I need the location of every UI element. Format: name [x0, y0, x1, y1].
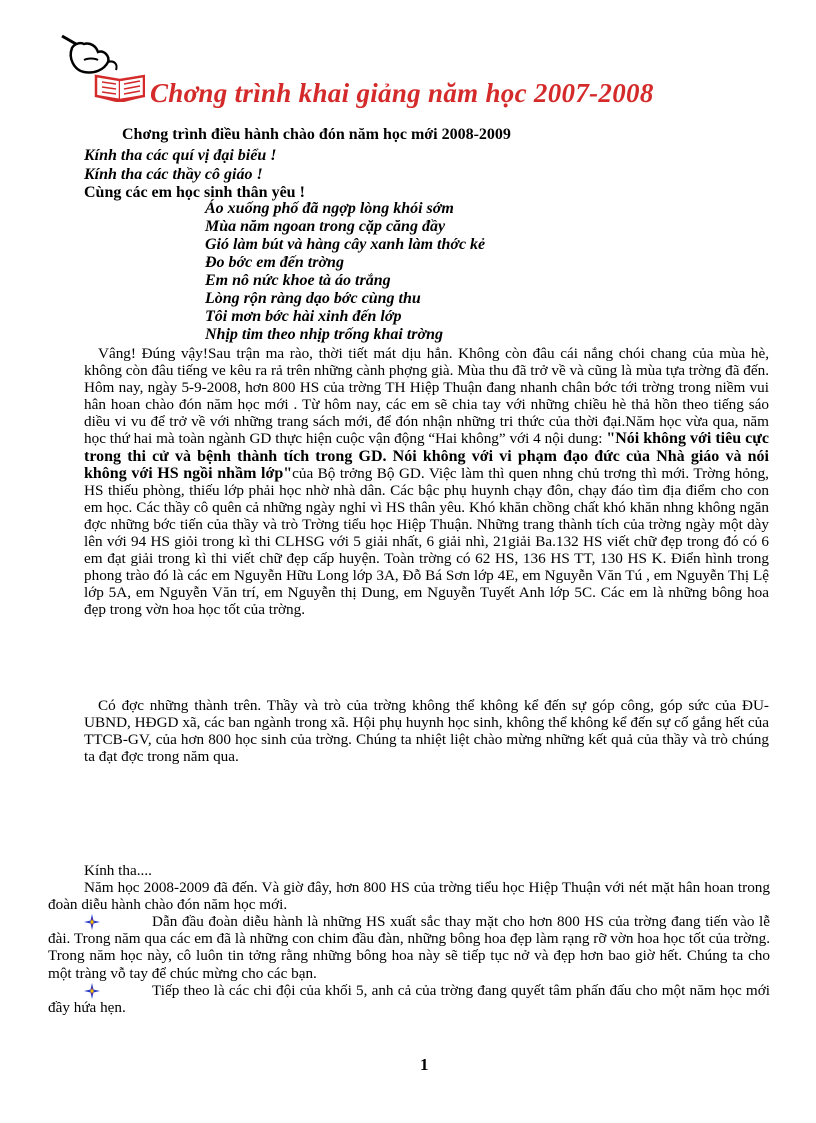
poem-line: Áo xuống phố đã ngợp lòng khói sớm [205, 200, 454, 217]
section-intro: Năm học 2008-2009 đã đến. Và giờ đây, hơn 800 HS của trờng tiểu học Hiệp Thuận với nét mặt hân hoan trong đoàn diễu hành chào đón năm học mới. [48, 879, 770, 914]
poem-line: Em nô nức khoe tà áo trắng [205, 272, 391, 289]
poem-line: Mùa năm ngoan trong cặp căng đầy [205, 218, 446, 235]
poem-line: Đo bớc em đến trờng [205, 254, 344, 271]
star-bullet-icon [84, 914, 100, 930]
paragraph-bold-text: "Nói không với tiêu cực trong thi cử và bệnh thành tích trong GD. Nói không với vi phạm đạo đức của Nhà giáo và nói không với HS ngồi nhầm lớp" [84, 430, 769, 482]
page-title: Chơng trình khai giảng năm học 2007-2008 [150, 78, 654, 108]
program-heading: Chơng trình điều hành chào đón năm học mới 2008-2009 [122, 126, 511, 143]
bullet-paragraph [48, 982, 770, 1016]
paragraph-text: của Bộ trởng Bộ GD. Việc làm thì quen nhng chủ trơng thì mới. Trờng hỏng, HS thiếu phòng, thiếu lớp phải học nhờ nhà dân. Các bậc phụ huynh chạy đôn, chạy đáo tìm địa điểm cho con em học. Các thầy cô quên cả những ngày nghỉ vì HS thân yêu. Khó khăn chồng chất khó khăn nhng không ngăn đợc những bớc tiến của thầy và trò Trờng tiểu học Hiệp Thuận. Những trang thành tích của trờng ngày một dày lên với 94 HS giỏi trong kì thi CLHSG với 5 giải nhất, 6 giải nhì, 21giải Ba.132 HS viết chữ đẹp trong đó có 6 em đạt giải trong kì thi viết chữ đẹp cấp huyện. Toàn trờng có 62 HS, 136 HS TT, 130 HS K. Điển hình trong phong trào đó là các em Nguyễn Hữu Long lớp 3A, Đỗ Bá Sơn lớp 4E, em Nguyễn Văn Tú , em Nguyễn Thị Lệ lớp 5A, em Nguyễn Văn trí, em Nguyễn thị Dung, em Nguyễn Tuyết Anh lớp 5C. Các em là những bông hoa đẹp trong vờn hoa học tốt của trờng. [84, 464, 769, 619]
bullet-paragraph [48, 913, 770, 981]
hand-writing-book-icon [60, 30, 145, 102]
greeting-line: Kính tha các thầy cô giáo ! [84, 166, 263, 183]
section-two [48, 862, 770, 1016]
poem-line: Gió làm bút và hàng cây xanh làm thớc kẻ [205, 236, 486, 253]
greeting-line: Cùng các em học sinh thân yêu ! [84, 184, 305, 201]
bullet-text: Tiếp theo là các chi đội của khối 5, anh cả của trờng đang quyết tâm phấn đấu cho một năm học mới đầy hứa hẹn. [48, 981, 770, 1016]
bullet-text: Dẫn đầu đoàn diễu hành là những HS xuất sắc thay mặt cho hơn 800 HS của trờng đang tiến vào lễ đài. Trong năm qua các em đã là những con chim đầu đàn, những bông hoa đẹp làm rạng rỡ vờn hoa học tốt của trờng. Trong năm học này, cô luôn tin tởng rằng những bông hoa này sẽ tiếp tục nở và đẹp hơn bao giờ hết. Chúng ta cho một tràng vỗ tay để chúc mừng cho các bạn. [48, 913, 770, 982]
body-paragraph: Có đợc những thành trên. Thầy và trò của trờng không thể không kể đến sự góp công, góp sức của ĐU-UBND, HĐGD xã, các ban ngành trong xã. Hội phụ huynh học sinh, không thể không kể đến sự cố gắng hết của TTCB-GV, của hơn 800 học sinh của trờng. Chúng ta nhiệt liệt chào mừng những kết quả của thầy và trò chúng ta đạt đợc trong năm qua. [84, 697, 769, 766]
greeting-line: Kính tha các quí vị đại biểu ! [84, 147, 277, 164]
poem [205, 200, 485, 344]
body-paragraph [84, 345, 769, 619]
paragraph-text: Vâng! Đúng vậy!Sau trận ma rào, thời tiết mát dịu hẳn. Không còn đâu cái nắng chói chang của mùa hè, không còn đâu tiếng ve kêu ra rả trên những cành phợng già. Mùa thu đã trở về và cũng là mùa tựa trờng đã đến. Hôm nay, ngày 5-9-2008, hơn 800 HS của trờng TH Hiệp Thuận đang nhanh chân bớc tới trờng trong niềm vui hân hoan chào đón năm học mới . Từ hôm nay, các em sẽ chia tay với những chiều hè thả hồn theo tiếng sáo diều vi vu để trở về với những trang sách mới, để đón nhận những tri thức của thời đại.Năm học vừa qua, năm học thứ hai mà toàn ngành GD thực hiện cuộc vận động “Hai không” với 4 nội dung: [84, 345, 769, 448]
section-greeting: Kính tha.... [84, 862, 152, 879]
page-number: 1 [420, 1055, 429, 1074]
star-bullet-icon [84, 983, 100, 999]
poem-line: Tôi mơn bớc hài xinh đến lớp [205, 308, 402, 325]
poem-line: Lòng rộn ràng dạo bớc cùng thu [205, 290, 421, 307]
poem-line: Nhịp tim theo nhịp trống khai trờng [205, 326, 443, 343]
